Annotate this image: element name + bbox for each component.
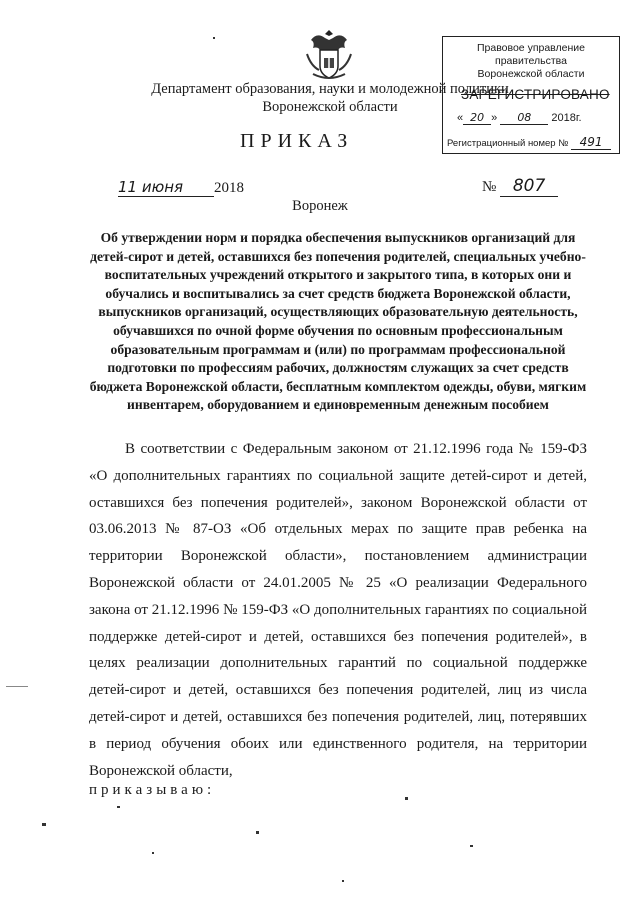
order-word: приказываю:: [89, 782, 216, 798]
stamp-year-suffix: г.: [575, 112, 582, 124]
document-city: Воронеж: [292, 198, 348, 214]
scan-speck: [342, 880, 344, 882]
stamp-reg-number-label: Регистрационный номер №: [447, 138, 569, 149]
scan-speck: [256, 831, 259, 834]
document-title: ПРИКАЗ: [240, 130, 354, 152]
scan-speck: [152, 852, 154, 854]
stamp-reg-number-value: 491: [571, 135, 611, 150]
document-date: [118, 178, 244, 197]
scan-speck: [405, 797, 408, 800]
document-heading: Об утверждении норм и порядка обеспечения выпускников организаций для детей-сирот и детей, оставшихся без попечения родителей, специальных учебно-воспитательных учреждений открытого и закрытого типа, в которых они и обучались и воспитывались за счет средств бюджета Воронежской области, выпускников организаций, осуществляющих образовательную деятельность, обучавшихся по очной форме обучения по основным профессиональным образовательным программам и (или) по программам профессиональной подготовки по профессиям рабочих, должностям служащих за счет средств бюджета Воронежской области, бесплатным комплектом одежды, обуви, мягким инвентарем, оборудованием и единовременным денежным пособием: [89, 230, 587, 413]
registration-stamp: [442, 36, 620, 154]
scan-speck: [470, 845, 473, 847]
document-body: В соответствии с Федеральным законом от 21.12.1996 года № 159-ФЗ «О дополнительных гарантиях по социальной защите детей-сирот и детей, оставшихся без попечения родителей», законом Воронежской области от 03.06.2013 № 87-ОЗ «Об отдельных мерах по защите прав ребенка на территории Воронежской области», постановлением администрации Воронежской области от 24.01.2005 № 25 «О реализации Федерального закона от 21.12.1996 № 159-ФЗ «О дополнительных гарантиях по социальной поддержке детей-сирот и детей, оставшихся без попечения родителей», в целях реализации дополнительных гарантий по социальной поддержке детей-сирот и детей, оставшихся без попечения родителей, лиц из числа детей-сирот и детей, оставшихся без попечения родителей, лиц, потерявших в период обучения обоих или единственного родителя, на территории Воронежской области,: [89, 441, 587, 779]
document-date-handwritten: 11 июня: [118, 178, 214, 197]
coat-of-arms-icon: [303, 26, 355, 82]
department-line-2: Воронежской области: [262, 99, 398, 115]
scan-speck: [42, 823, 46, 826]
stamp-authority-line-1: Правовое управление правительства: [476, 42, 585, 67]
stamp-date: « 20 » 08 2018г.: [457, 111, 582, 124]
stamp-date-day: 20: [463, 111, 491, 125]
scan-speck: [117, 806, 120, 808]
stamp-date-year: 2018: [551, 112, 576, 124]
stamp-authority-line-2: Воронежской области: [477, 68, 585, 80]
stamp-reg-number: [447, 135, 617, 150]
scan-speck: [213, 37, 215, 39]
stamp-registered-label: ЗАРЕГИСТРИРОВАНО: [461, 87, 610, 102]
scan-speck: [6, 686, 28, 687]
number-sign: №: [482, 179, 497, 195]
document-year: 2018: [214, 180, 244, 196]
department-line-1: Департамент образования, науки и молодежной политики: [151, 81, 509, 97]
stamp-date-month: 08: [500, 111, 548, 125]
stamp-authority: [443, 42, 619, 81]
document-number-handwritten: 807: [500, 176, 558, 197]
document-number: [482, 176, 558, 197]
